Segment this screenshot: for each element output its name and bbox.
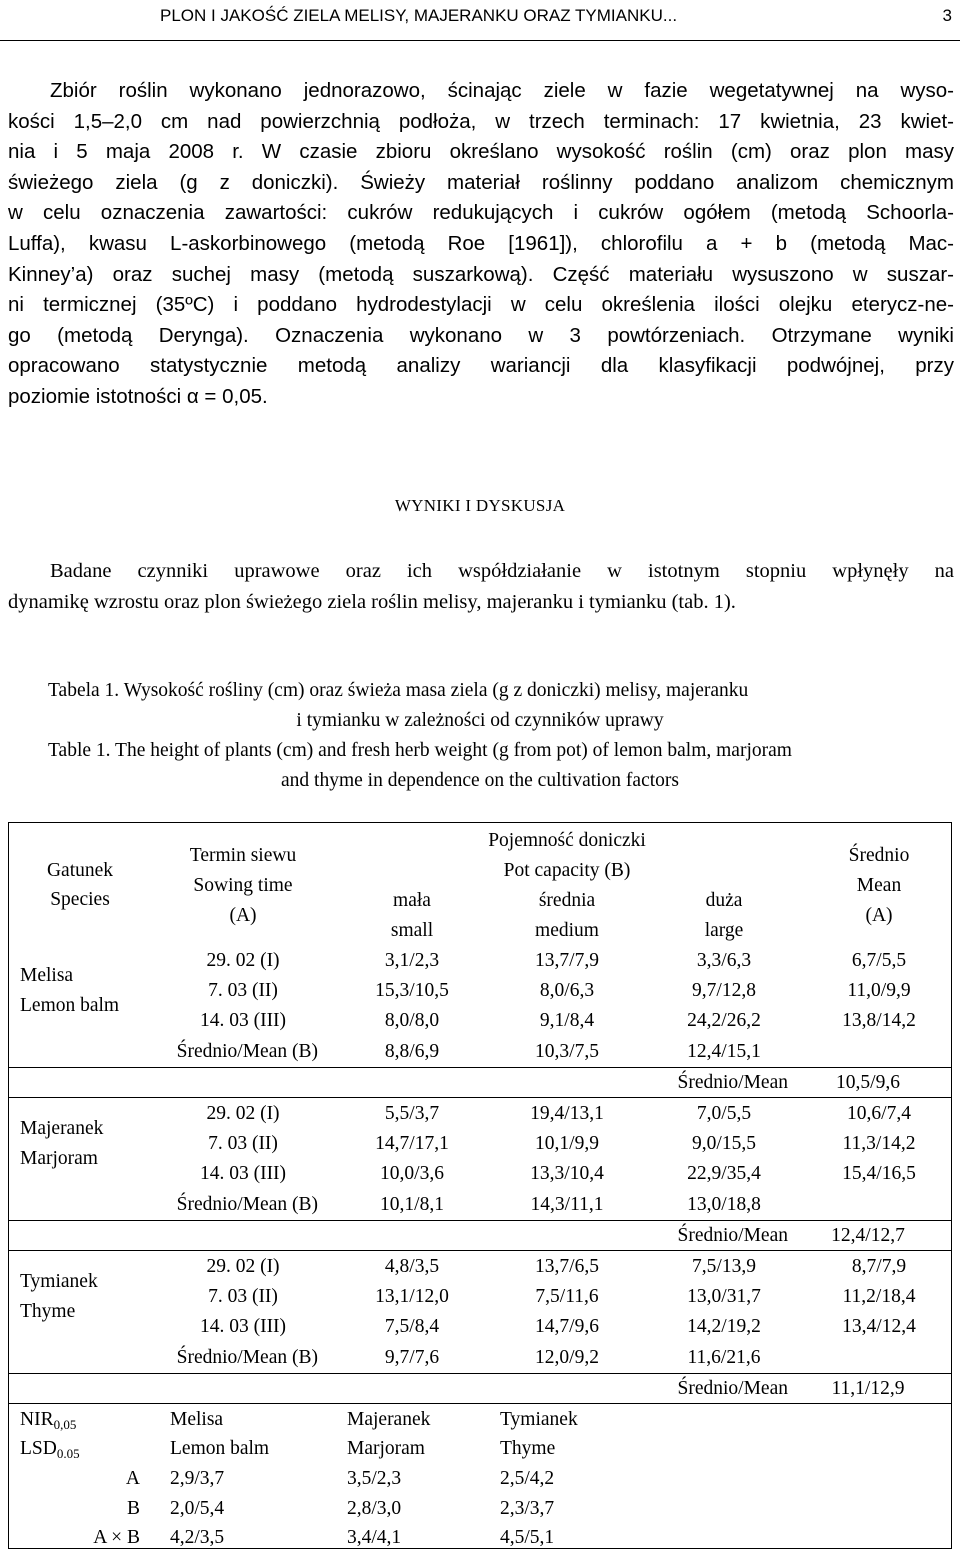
lsd-species-en: Lemon balm bbox=[170, 1438, 270, 1459]
lsd-value: 2,9/3,7 bbox=[170, 1468, 225, 1489]
value-mean: 10,6/7,4 bbox=[847, 1103, 911, 1124]
overall-mean-label: Średnio/Mean bbox=[677, 1225, 788, 1246]
lsd-label: $LSD_{0.05}$ bbox=[20, 1438, 80, 1461]
mean-b-medium: 12,0/9,2 bbox=[535, 1347, 599, 1368]
value-mean: 15,4/16,5 bbox=[842, 1163, 916, 1184]
table-caption-en-cont: and thyme in dependence on the cultivation factors bbox=[281, 770, 679, 791]
row-rule bbox=[8, 1403, 952, 1404]
mean-b-large: 11,6/21,6 bbox=[687, 1347, 761, 1368]
table-top-rule bbox=[8, 822, 952, 823]
value-small: 7,5/8,4 bbox=[384, 1316, 440, 1337]
value-large: 9,0/15,5 bbox=[692, 1133, 756, 1154]
mean-b-label: Średnio/Mean (B) bbox=[176, 1041, 318, 1062]
header-large-en: large bbox=[704, 920, 744, 941]
methods-line: świeżego ziela (g z doniczki). Świeży materiał roślinny poddano analizom chemicznym bbox=[8, 170, 954, 194]
table-left-rule bbox=[8, 822, 9, 1549]
header-pot-pl: Pojemność doniczki bbox=[488, 830, 646, 851]
sowing-date: 29. 02 (I) bbox=[206, 1256, 280, 1277]
mean-b-medium: 10,3/7,5 bbox=[535, 1041, 599, 1062]
mean-b-large: 13,0/18,8 bbox=[687, 1194, 761, 1215]
header-mean-factor: (A) bbox=[865, 905, 893, 926]
lsd-value: 4,5/5,1 bbox=[500, 1527, 555, 1548]
value-small: 3,1/2,3 bbox=[384, 950, 440, 971]
value-mean: 13,8/14,2 bbox=[842, 1010, 916, 1031]
header-small-en: small bbox=[390, 920, 434, 941]
overall-mean-label: Średnio/Mean bbox=[677, 1378, 788, 1399]
lsd-species-pl: Tymianek bbox=[500, 1409, 578, 1430]
value-small: 4,8/3,5 bbox=[384, 1256, 440, 1277]
value-small: 14,7/17,1 bbox=[375, 1133, 449, 1154]
lsd-factor-b: B bbox=[126, 1498, 140, 1519]
methods-line: ni termicznej (35ºC) i poddano hydrodestylacji w celu określenia ilości olejku eterycz-ne- bbox=[8, 293, 954, 317]
sowing-date: 14. 03 (III) bbox=[199, 1316, 287, 1337]
lsd-species-en: Marjoram bbox=[347, 1438, 425, 1459]
value-mean: 13,4/12,4 bbox=[842, 1316, 916, 1337]
lsd-species-pl: Majeranek bbox=[347, 1409, 431, 1430]
value-small: 13,1/12,0 bbox=[375, 1286, 449, 1307]
row-rule bbox=[8, 1067, 952, 1068]
value-medium: 10,1/9,9 bbox=[535, 1133, 599, 1154]
value-medium: 14,7/9,6 bbox=[535, 1316, 599, 1337]
value-large: 7,5/13,9 bbox=[692, 1256, 756, 1277]
lsd-value: 4,2/3,5 bbox=[170, 1527, 225, 1548]
species-name-pl: Tymianek bbox=[20, 1271, 98, 1292]
methods-line: opracowano statystycznie metodą analizy wariancji dla klasyfikacji podwójnej, przy bbox=[8, 354, 954, 378]
value-medium: 19,4/13,1 bbox=[530, 1103, 604, 1124]
methods-line: Zbiór roślin wykonano jednorazowo, ścinając ziele w fazie wegetatywnej na wyso- bbox=[50, 79, 954, 102]
nir-label: $NIR_{0,05}$ bbox=[20, 1409, 77, 1432]
methods-line: Luffa), kwasu L-askorbinowego (metodą Roe [1961]), chlorofilu a + b (metodą Mac- bbox=[8, 231, 954, 255]
lsd-value: 3,5/2,3 bbox=[347, 1468, 402, 1489]
value-large: 7,0/5,5 bbox=[696, 1103, 752, 1124]
running-title: PLON I JAKOŚĆ ZIELA MELISY, MAJERANKU ORAZ TYMIANKU... bbox=[160, 6, 678, 25]
overall-mean-value: 10,5/9,6 bbox=[836, 1072, 900, 1093]
sowing-date: 7. 03 (II) bbox=[208, 980, 278, 1001]
header-sowing-pl: Termin siewu bbox=[189, 845, 297, 866]
methods-line: poziomie istotności α = 0,05. bbox=[8, 384, 268, 408]
value-mean: 6,7/5,5 bbox=[851, 950, 907, 971]
species-name-en: Thyme bbox=[20, 1301, 76, 1322]
mean-b-small: 8,8/6,9 bbox=[384, 1041, 440, 1062]
value-medium: 8,0/6,3 bbox=[539, 980, 595, 1001]
value-large: 22,9/35,4 bbox=[687, 1163, 761, 1184]
value-large: 24,2/26,2 bbox=[687, 1010, 761, 1031]
mean-b-label: Średnio/Mean (B) bbox=[176, 1194, 318, 1215]
value-medium: 13,3/10,4 bbox=[530, 1163, 604, 1184]
lsd-value: 2,8/3,0 bbox=[347, 1498, 402, 1519]
mean-b-large: 12,4/15,1 bbox=[687, 1041, 761, 1062]
value-large: 14,2/19,2 bbox=[687, 1316, 761, 1337]
value-large: 13,0/31,7 bbox=[687, 1286, 761, 1307]
value-medium: 9,1/8,4 bbox=[539, 1010, 595, 1031]
value-mean: 8,7/7,9 bbox=[851, 1256, 907, 1277]
value-medium: 13,7/6,5 bbox=[535, 1256, 599, 1277]
value-small: 5,5/3,7 bbox=[384, 1103, 440, 1124]
header-small-pl: mała bbox=[393, 890, 431, 911]
table-caption-en: Table 1. The height of plants (cm) and fresh herb weight (g from pot) of lemon balm, marjoram bbox=[48, 740, 792, 761]
lsd-value: 2,3/3,7 bbox=[500, 1498, 555, 1519]
methods-line: go (metodą Derynga). Oznaczenia wykonano w 3 powtórzeniach. Otrzymane wyniki bbox=[8, 323, 954, 347]
methods-line: kości 1,5–2,0 cm nad powierzchnią podłoża, w trzech terminach: 17 kwietnia, 23 kwiet- bbox=[8, 109, 954, 133]
header-medium-en: medium bbox=[535, 920, 599, 941]
section-heading: WYNIKI I DYSKUSJA bbox=[394, 496, 566, 515]
sowing-date: 7. 03 (II) bbox=[208, 1133, 278, 1154]
value-mean: 11,3/14,2 bbox=[842, 1133, 916, 1154]
mean-b-medium: 14,3/11,1 bbox=[530, 1194, 604, 1215]
header-mean-pl: Średnio bbox=[848, 845, 910, 866]
sowing-date: 7. 03 (II) bbox=[208, 1286, 278, 1307]
value-large: 9,7/12,8 bbox=[692, 980, 756, 1001]
methods-line: nia i 5 maja 2008 r. W czasie zbioru określano wysokość roślin (cm) oraz plon masy bbox=[8, 140, 954, 164]
row-rule bbox=[8, 1373, 952, 1374]
value-medium: 13,7/7,9 bbox=[535, 950, 599, 971]
value-mean: 11,0/9,9 bbox=[847, 980, 911, 1001]
header-species-pl: Gatunek bbox=[46, 860, 114, 881]
row-rule bbox=[8, 1097, 952, 1098]
lsd-value: 2,5/4,2 bbox=[500, 1468, 555, 1489]
table-caption-pl: Tabela 1. Wysokość rośliny (cm) oraz świeża masa ziela (g z doniczki) melisy, majeranku bbox=[48, 680, 749, 701]
sowing-date: 14. 03 (III) bbox=[199, 1163, 287, 1184]
sowing-date: 14. 03 (III) bbox=[199, 1010, 287, 1031]
methods-line: w celu oznaczenia zawartości: cukrów redukujących i cukrów ogółem (metodą Schoorla- bbox=[8, 201, 954, 225]
table-caption-pl-cont: i tymianku w zależności od czynników uprawy bbox=[296, 710, 664, 731]
lsd-species-pl: Melisa bbox=[170, 1409, 224, 1430]
header-sowing-factor: (A) bbox=[229, 905, 257, 926]
table-right-rule bbox=[951, 822, 952, 1549]
page-number: 3 bbox=[942, 6, 952, 25]
species-name-en: Marjoram bbox=[20, 1148, 98, 1169]
header-species-en: Species bbox=[50, 889, 110, 910]
mean-b-small: 10,1/8,1 bbox=[380, 1194, 444, 1215]
lsd-value: 3,4/4,1 bbox=[347, 1527, 402, 1548]
methods-line: Kinney’a) oraz suchej masy (metodą suszarkową). Część materiału wysuszono w suszar- bbox=[8, 262, 954, 286]
sowing-date: 29. 02 (I) bbox=[206, 1103, 280, 1124]
overall-mean-value: 12,4/12,7 bbox=[831, 1225, 905, 1246]
lsd-factor-axb: A × B bbox=[93, 1527, 140, 1548]
value-medium: 7,5/11,6 bbox=[535, 1286, 599, 1307]
species-name-pl: Melisa bbox=[20, 965, 74, 986]
row-rule bbox=[8, 1220, 952, 1221]
overall-mean-value: 11,1/12,9 bbox=[831, 1378, 905, 1399]
value-large: 3,3/6,3 bbox=[696, 950, 752, 971]
mean-b-small: 9,7/7,6 bbox=[384, 1347, 440, 1368]
row-rule bbox=[8, 1250, 952, 1251]
species-name-en: Lemon balm bbox=[20, 995, 120, 1016]
lsd-factor-a: A bbox=[125, 1468, 140, 1489]
lsd-value: 2,0/5,4 bbox=[170, 1498, 225, 1519]
header-medium-pl: średnia bbox=[538, 890, 596, 911]
sowing-date: 29. 02 (I) bbox=[206, 950, 280, 971]
value-small: 15,3/10,5 bbox=[375, 980, 449, 1001]
header-mean-en: Mean bbox=[856, 875, 902, 896]
value-small: 8,0/8,0 bbox=[384, 1010, 440, 1031]
mean-b-label: Średnio/Mean (B) bbox=[176, 1347, 318, 1368]
header-pot-en: Pot capacity (B) bbox=[503, 860, 631, 881]
overall-mean-label: Średnio/Mean bbox=[677, 1072, 788, 1093]
results-line: dynamikę wzrostu oraz plon świeżego ziela roślin melisy, majeranku i tymianku (tab. 1). bbox=[8, 590, 736, 613]
lsd-species-en: Thyme bbox=[500, 1438, 556, 1459]
species-name-pl: Majeranek bbox=[20, 1118, 104, 1139]
results-line: Badane czynniki uprawowe oraz ich współdziałanie w istotnym stopniu wpłynęły na bbox=[50, 560, 954, 582]
value-small: 10,0/3,6 bbox=[380, 1163, 444, 1184]
value-mean: 11,2/18,4 bbox=[842, 1286, 916, 1307]
header-sowing-en: Sowing time bbox=[193, 875, 293, 896]
table-bottom-rule bbox=[8, 1548, 952, 1549]
header-large-pl: duża bbox=[705, 890, 743, 911]
